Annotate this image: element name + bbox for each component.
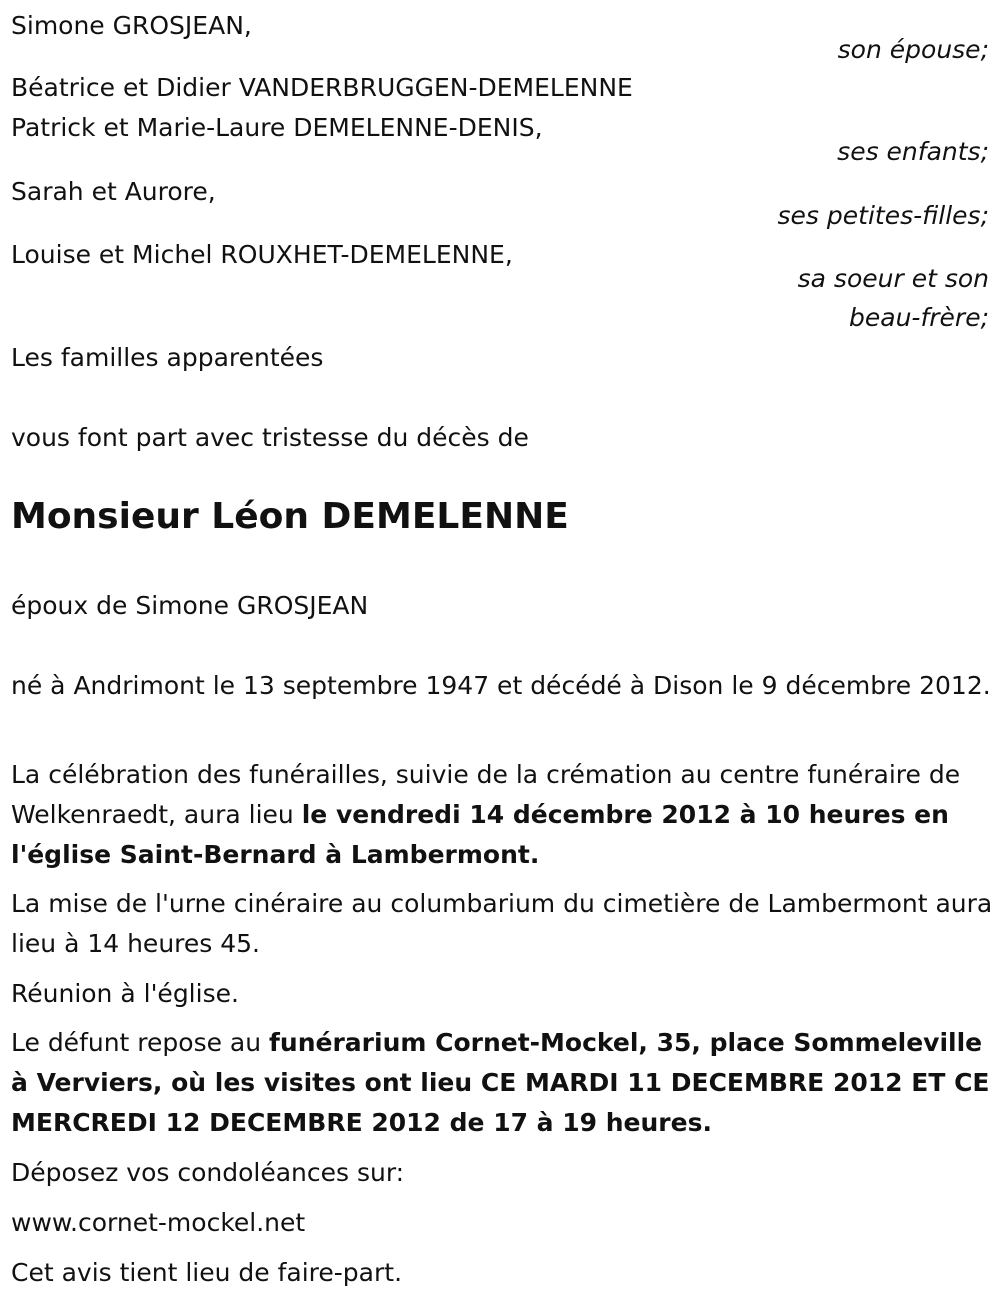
condolences-url[interactable]: www.cornet-mockel.net — [11, 1208, 306, 1237]
spouse-name: Simone GROSJEAN, — [11, 11, 252, 40]
child-line-1: Béatrice et Didier VANDERBRUGGEN-DEMELENNE — [11, 73, 633, 102]
related-families: Les familles apparentées — [11, 343, 324, 372]
visitation-details: funérarium Cornet-Mockel, 35, place Sommeleville à Verviers, où les visites ont lieu CE MARDI 11 DECEMBRE 2012 ET CE MERCREDI 12 DECEMBRE 2012 de 17 à 19 heures. — [11, 1028, 990, 1137]
ceremony-text: La célébration des funérailles, suivie de la crémation au centre funéraire de Welkenraedt, aura lieu — [11, 760, 961, 829]
urn-paragraph: La mise de l'urne cinéraire au columbarium du cimetière de Lambermont aura lieu à 14 heures 45. — [11, 889, 993, 958]
visitation-paragraph — [11, 1023, 996, 1143]
sibling-role-line-1: sa soeur et son — [797, 264, 989, 293]
reunion-paragraph: Réunion à l'église. — [11, 979, 239, 1008]
announcement-text: vous font part avec tristesse du décès de — [11, 423, 529, 452]
spouse-role: son épouse; — [837, 35, 989, 64]
sibling-role-line-2: beau-frère; — [849, 303, 989, 332]
ceremony-date-location: le vendredi 14 décembre 2012 à 10 heures en l'église Saint-Bernard à Lambermont. — [11, 800, 949, 869]
spouse-of-text: époux de Simone GROSJEAN — [11, 591, 369, 620]
child-line-2: Patrick et Marie-Laure DEMELENNE-DENIS, — [11, 113, 543, 142]
birth-death-paragraph: né à Andrimont le 13 septembre 1947 et décédé à Dison le 9 décembre 2012. — [11, 671, 991, 700]
deceased-name: Monsieur Léon DEMELENNE — [11, 496, 569, 537]
grandchildren-role: ses petites-filles; — [777, 201, 989, 230]
children-role: ses enfants; — [837, 137, 989, 166]
ceremony-paragraph — [11, 755, 996, 875]
grandchildren-names: Sarah et Aurore, — [11, 177, 216, 206]
notice-text: Cet avis tient lieu de faire-part. — [11, 1258, 403, 1287]
visitation-text: Le défunt repose au — [11, 1028, 270, 1057]
sibling-names: Louise et Michel ROUXHET-DEMELENNE, — [11, 240, 513, 269]
condolences-label: Déposez vos condoléances sur: — [11, 1158, 405, 1187]
